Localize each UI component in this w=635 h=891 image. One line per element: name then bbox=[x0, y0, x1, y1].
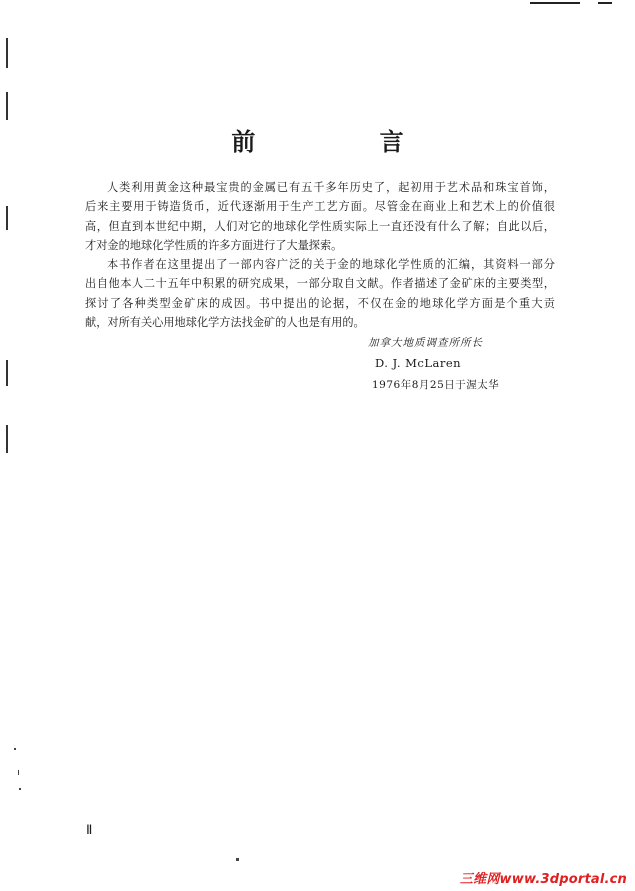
scan-speck bbox=[18, 770, 19, 775]
text-line: 高，但直到本世纪中期，人们对它的地球化学性质实际上一直还没有什么了解；自此以后， bbox=[85, 219, 555, 233]
text-line: 出自他本人二十五年中积累的研究成果，一部分取自文献。作者描述了金矿床的主要类型， bbox=[85, 277, 555, 291]
preface-body bbox=[85, 178, 555, 332]
page-number: Ⅱ bbox=[86, 823, 93, 838]
page-title: 前 言 bbox=[231, 127, 462, 156]
binding-mark bbox=[6, 38, 8, 68]
text-line: 探讨了各种类型金矿床的成因。书中提出的论据，不仅在金的地球化学方面是个重大贡 bbox=[85, 296, 555, 310]
scan-speck bbox=[236, 858, 239, 861]
signature-role: 加拿大地质调查所所长 bbox=[368, 337, 483, 349]
binding-mark bbox=[6, 360, 8, 386]
scan-speck bbox=[14, 748, 16, 750]
paragraph-1 bbox=[85, 178, 555, 255]
binding-mark bbox=[6, 92, 8, 120]
binding-mark bbox=[6, 206, 8, 230]
text-line: 人类利用黄金这种最宝贵的金属已有五千多年历史了，起初用于艺术品和珠宝首饰， bbox=[107, 181, 555, 194]
scan-speck bbox=[19, 788, 21, 790]
signature-date: 1976年8月25日于渥太华 bbox=[372, 379, 500, 391]
text-line: 本书作者在这里提出了一部内容广泛的关于金的地球化学性质的汇编，其资料一部分 bbox=[107, 258, 555, 272]
signature-name: D. J. McLaren bbox=[375, 356, 462, 370]
text-line: 才对金的地球化学性质的许多方面进行了大量探索。 bbox=[85, 238, 343, 252]
text-line: 后来主要用于铸造货币，近代逐渐用于生产工艺方面。尽管金在商业上和艺术上的价值很 bbox=[85, 200, 555, 214]
top-edge-rule bbox=[530, 2, 580, 4]
top-edge-rule bbox=[598, 2, 612, 4]
site-watermark: 三维网www.3dportal.cn bbox=[459, 872, 627, 887]
paragraph-2 bbox=[85, 255, 555, 332]
binding-mark bbox=[6, 425, 8, 453]
text-line: 献，对所有关心用地球化学方法找金矿的人也是有用的。 bbox=[85, 316, 365, 330]
